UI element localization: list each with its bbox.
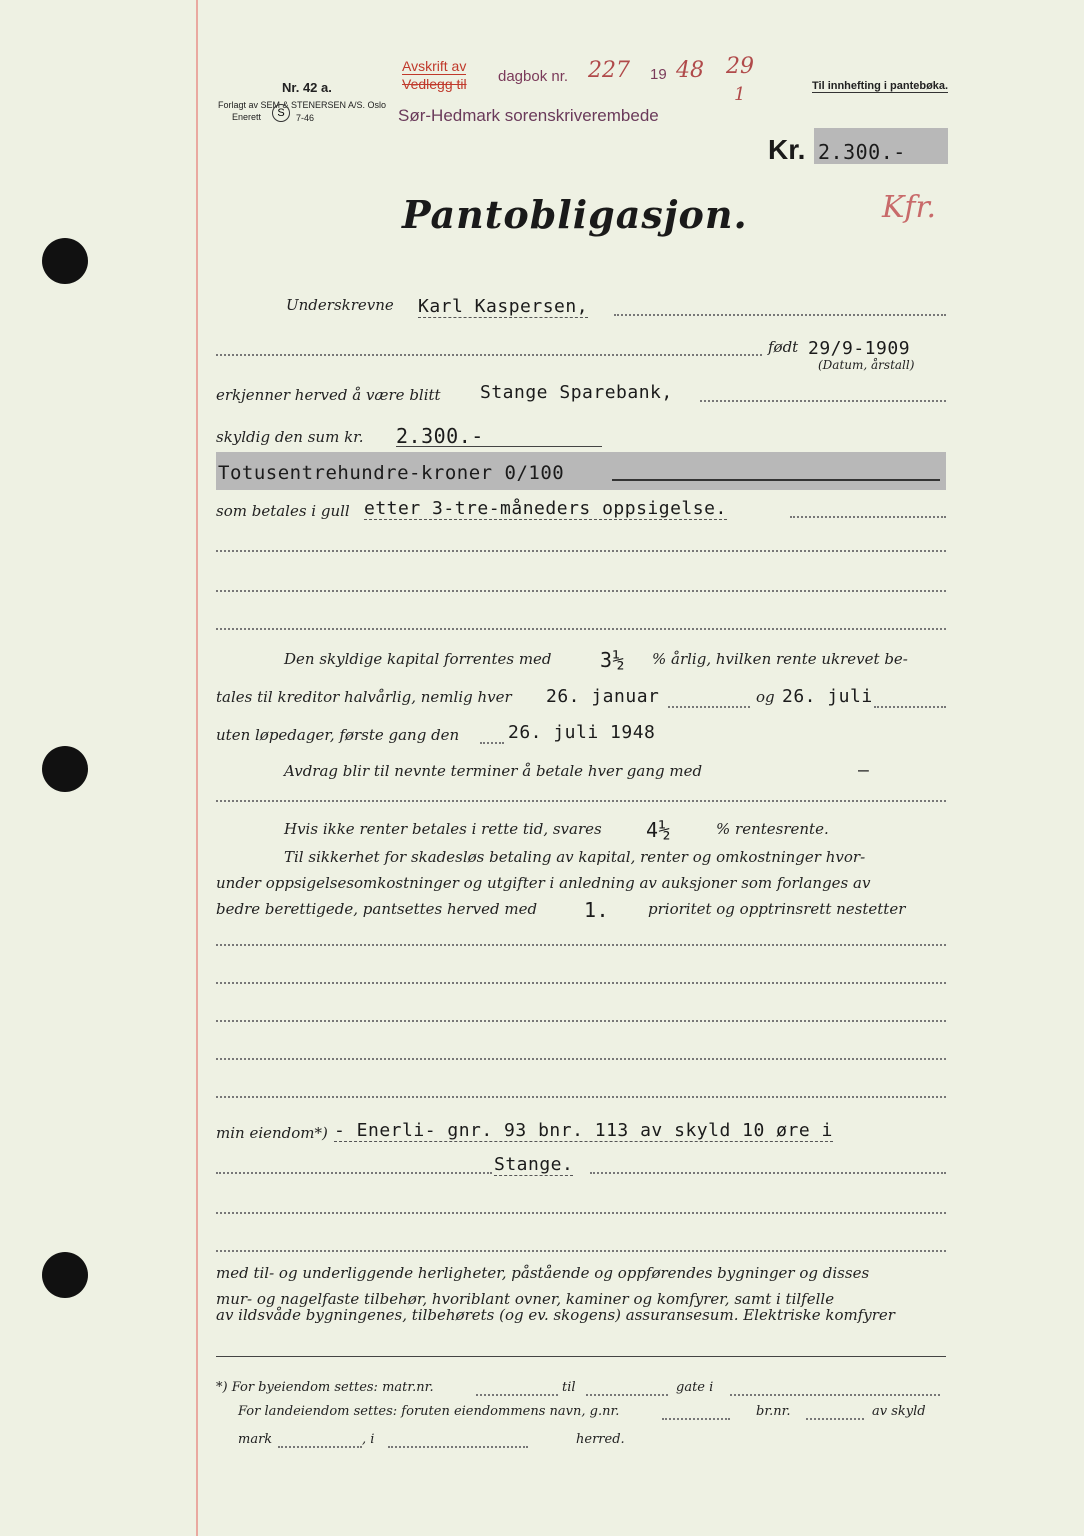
med-line-1: med til- og underliggende herligheter, påstående og oppførendes bygninger og disses [216,1264,870,1282]
avdrag-text: Avdrag blir til nevnte terminer å betale hver gang med [284,762,703,780]
footnote-1c: gate i [676,1380,714,1395]
words-value: Totusentrehundre-kroner 0/100 [218,462,565,484]
dotted-line [388,1446,528,1448]
med-line-2: mur- og nagelfaste tilbehør, hvoriblant ovner, kaminer og komfyrer, samt i tilfelle [216,1290,835,1308]
sikk-line-3b: prioritet og opptrinsrett nestetter [648,900,906,918]
footnote-3c: herred. [576,1432,625,1447]
rente-text: Den skyldige kapital forrentes med [284,650,552,668]
dotted-line [216,1172,492,1174]
innhefting-note: Til innhefting i pantebøka. [812,80,949,92]
rente-pct: 3½ [600,648,626,672]
date-value-2: 1 [734,84,746,105]
form-number: Nr. 42 a. [282,80,332,95]
dotted-line [480,742,504,744]
date-value: 29 [726,54,754,79]
publisher-logo-icon: S [272,104,290,122]
amount-label: Kr. [768,134,806,165]
dagbok-number: 227 [588,58,630,83]
vedlegg-label: Vedlegg til [402,76,467,92]
erkj-value: Stange Sparebank, [480,382,673,403]
betales-value: etter 3-tre-måneders oppsigelse. [364,498,727,519]
amount-value: 2.300.- [818,140,906,164]
punch-hole-top [42,238,88,284]
publisher-code: 7-46 [296,113,315,123]
erkj-label: erkjenner herved å være blitt [216,386,441,404]
publisher-line: Forlagt av SEM & STENERSEN A/S. Oslo [218,100,387,110]
dotted-line [806,1418,864,1420]
dotted-line [216,628,946,630]
footnote-1b: til [562,1380,576,1395]
skyldig-value: 2.300.- [396,424,484,448]
footnote-3a: mark [238,1432,273,1447]
dotted-line [216,1096,946,1098]
kred-date-1: 26. januar [546,686,660,707]
kfr-mark: Kfr. [882,190,937,225]
lope-label: uten løpedager, første gang den [216,726,460,744]
hvis-pct: 4½ [646,818,672,842]
words-dash-line [612,479,940,481]
dotted-line [278,1446,362,1448]
dotted-line [668,706,750,708]
fodt-value: 29/9-1909 [808,338,911,359]
fodt-label: født [768,338,799,356]
dotted-line [216,1020,946,1022]
dotted-line [216,590,946,592]
punch-hole-middle [42,746,88,792]
rente-text-2: % årlig, hvilken rente ukrevet be- [652,650,908,668]
punch-hole-bottom [42,1252,88,1298]
footnote-2c: av skyld [872,1404,926,1419]
dotted-line [216,550,946,552]
year-prefix: 19 [650,66,667,83]
publisher-enerett: Enerett [232,112,262,122]
office-name: Sør-Hedmark sorenskriverembede [398,106,659,125]
footnote-2a: For landeiendom settes: foruten eiendommens navn, g.nr. [238,1404,620,1419]
skyldig-label: skyldig den sum kr. [216,428,364,446]
dotted-line [662,1418,730,1420]
eiendom-value: - Enerli- gnr. 93 bnr. 113 av skyld 10 øre i [334,1120,833,1141]
dotted-line [476,1394,558,1396]
dotted-line [216,354,762,356]
dotted-line [874,706,946,708]
dotted-line [614,314,946,316]
kred-label: tales til kreditor halvårlig, nemlig hver [216,688,512,706]
med-line-3: av ildsvåde bygningenes, tilbehørets (og ev. skogens) assuransesum. Elektriske komfyrer [216,1306,895,1324]
dotted-line [216,1058,946,1060]
avdrag-value: — [858,760,870,781]
lope-value: 26. juli 1948 [508,722,656,743]
hvis-text-2: % rentesrente. [716,820,829,838]
undersk-value: Karl Kaspersen, [418,296,589,317]
eiendom-value-2: Stange. [494,1154,574,1175]
datum-note: (Datum, årstall) [818,358,915,372]
footnote-1a: *) For byeiendom settes: matr.nr. [216,1380,434,1395]
dotted-line [216,800,946,802]
sikk-line-2: under oppsigelsesomkostninger og utgifter i anledning av auksjoner som forlanges av [216,874,871,892]
dotted-line [216,1250,946,1252]
dotted-line [590,1172,946,1174]
dotted-line [216,1212,946,1214]
hvis-text: Hvis ikke renter betales i rette tid, svares [284,820,602,838]
footnote-3b: , i [362,1432,375,1447]
sikk-line-3: bedre berettigede, pantsettes herved med [216,900,538,918]
dotted-line [790,516,946,518]
dagbok-label: dagbok nr. [498,68,569,85]
year-value: 48 [676,58,704,83]
dotted-line [730,1394,940,1396]
sikk-line-1: Til sikkerhet for skadesløs betaling av kapital, renter og omkostninger hvor- [284,848,866,866]
dotted-line [700,400,946,402]
eiendom-label: min eiendom*) [216,1124,328,1142]
undersk-label: Underskrevne [286,296,394,314]
dotted-line [586,1394,668,1396]
betales-label: som betales i gull [216,502,350,520]
margin-line [196,0,198,1536]
footnote-divider [216,1356,946,1357]
footnote-2b: br.nr. [756,1404,791,1419]
dotted-line [216,944,946,946]
skyldig-underline [396,446,602,447]
kred-date-2: 26. juli [782,686,873,707]
avskrift-label: Avskrift av [402,58,467,74]
document-title: Pantobligasjon. [402,192,748,237]
sikk-priority: 1. [584,898,610,922]
og-label: og [756,688,775,706]
dotted-line [216,982,946,984]
